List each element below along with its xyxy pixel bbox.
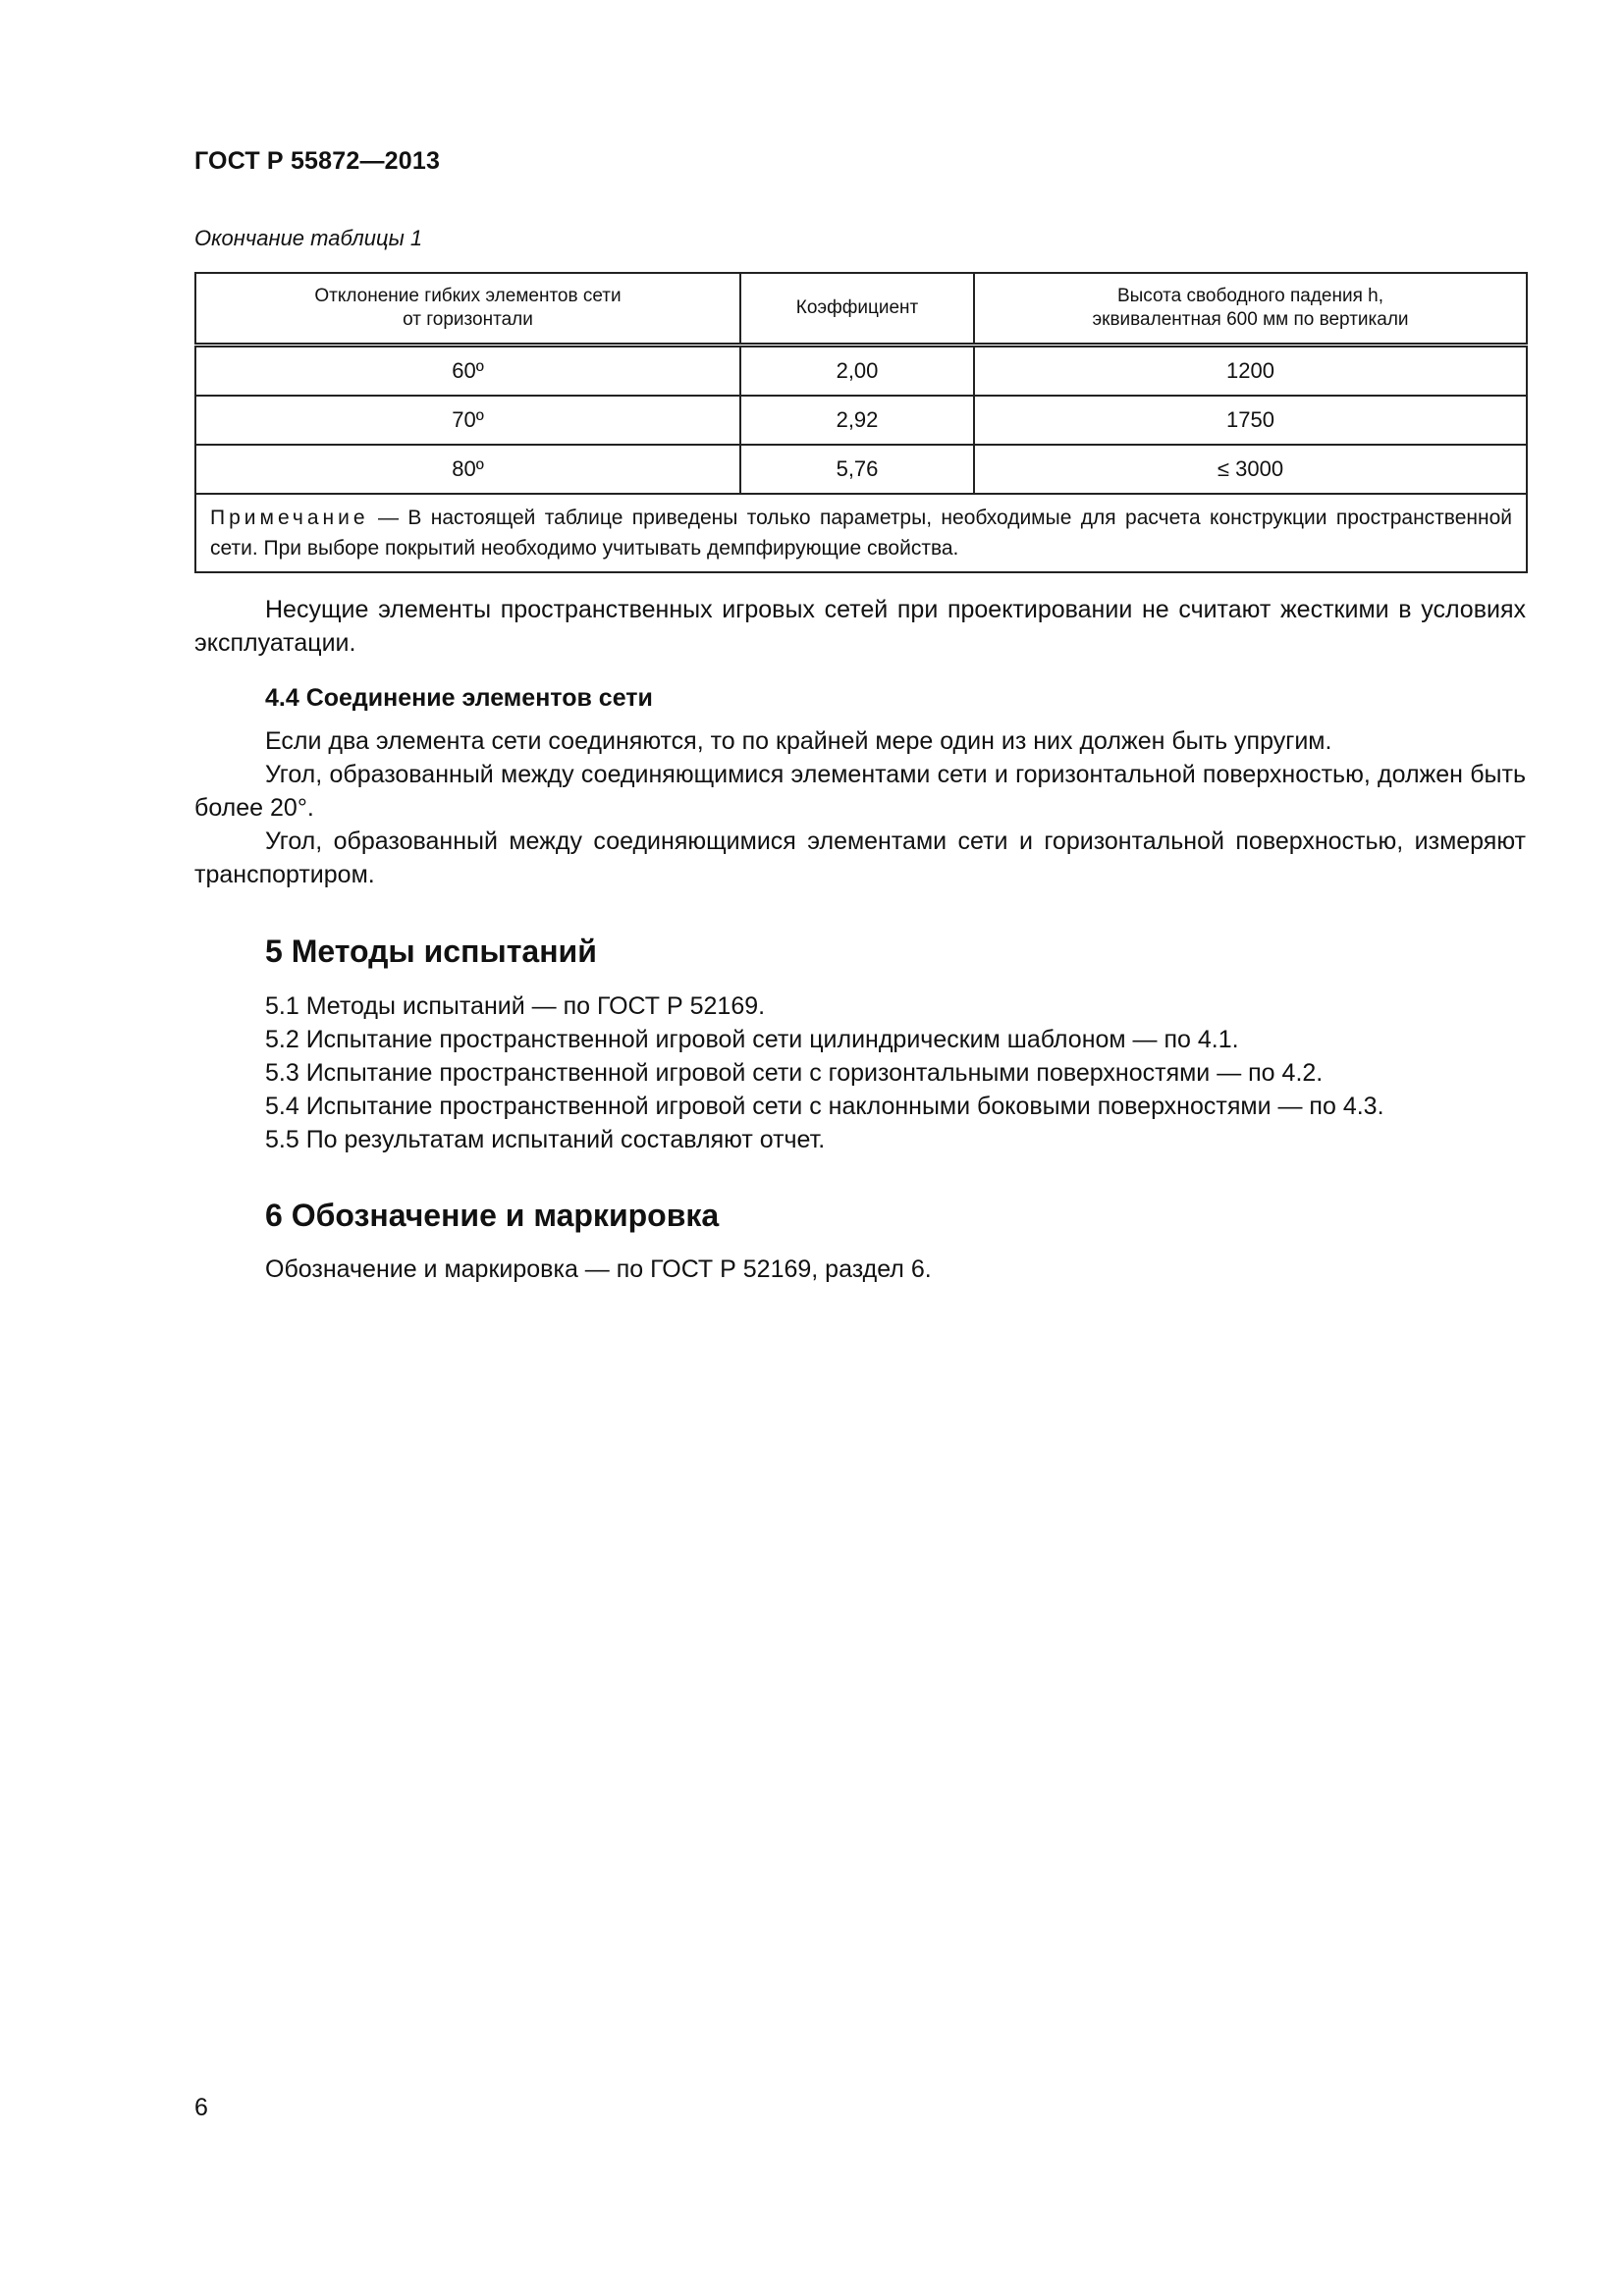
table-note (195, 494, 1527, 572)
table-row (195, 445, 1527, 494)
list-item: 5.5 По результатам испытаний составляют отчет. (265, 1126, 826, 1153)
cell-fall-height: ≤ 3000 (974, 445, 1527, 494)
cell-coefficient: 2,92 (740, 396, 974, 445)
column-header-deviation: Отклонение гибких элементов сети от горизонтали (195, 273, 740, 346)
paragraph: Угол, образованный между соединяющимися элементами сети и горизонтальной поверхностью, измеряют транспортиром. (194, 828, 1526, 888)
cell-deviation: 70º (195, 396, 740, 445)
table-caption: Окончание таблицы 1 (194, 226, 423, 250)
table-header-row (195, 273, 1527, 346)
cell-coefficient: 2,00 (740, 346, 974, 397)
section-heading-5: 5 Методы испытаний (265, 934, 597, 969)
list-item: 5.3 Испытание пространственной игровой сети с горизонтальными поверхностями — по 4.2. (265, 1059, 1324, 1087)
column-header-coefficient: Коэффициент (740, 273, 974, 346)
subsection-4-4-body (194, 724, 1526, 891)
paragraph-bearing-elements: Несущие элементы пространственных игровых сетей при проектировании не считают жесткими в условиях эксплуатации. (194, 596, 1526, 657)
section-5-list (265, 989, 1532, 1156)
paragraph: Если два элемента сети соединяются, то по крайней мере один из них должен быть упругим. (265, 727, 1332, 755)
note-label: Примечание (210, 507, 369, 529)
list-item: 5.2 Испытание пространственной игровой сети цилиндрическим шаблоном — по 4.1. (265, 1026, 1239, 1053)
cell-deviation: 60º (195, 346, 740, 397)
table-row (195, 396, 1527, 445)
cell-fall-height: 1750 (974, 396, 1527, 445)
parameters-table (194, 272, 1528, 573)
subsection-heading-4-4: 4.4 Соединение элементов сети (265, 684, 653, 712)
section-heading-6: 6 Обозначение и маркировка (265, 1198, 720, 1233)
page-header: ГОСТ Р 55872—2013 (194, 147, 441, 175)
column-header-fall-height: Высота свободного падения h, эквивалентная 600 мм по вертикали (974, 273, 1527, 346)
cell-coefficient: 5,76 (740, 445, 974, 494)
table-note-row (195, 494, 1527, 572)
table-row (195, 346, 1527, 397)
note-text: — В настоящей таблице приведены только параметры, необходимые для расчета конструкции пространственной сети. При выборе покрытий необходимо учитывать демпфирующие свойства. (210, 507, 1512, 560)
page-number: 6 (194, 2094, 208, 2121)
section-6-text: Обозначение и маркировка — по ГОСТ Р 52169, раздел 6. (265, 1255, 932, 1283)
list-item: 5.1 Методы испытаний — по ГОСТ Р 52169. (265, 992, 766, 1020)
cell-fall-height: 1200 (974, 346, 1527, 397)
list-item: 5.4 Испытание пространственной игровой сети с наклонными боковыми поверхностями — по 4.3. (265, 1093, 1384, 1120)
cell-deviation: 80º (195, 445, 740, 494)
paragraph: Угол, образованный между соединяющимися элементами сети и горизонтальной поверхностью, должен быть более 20°. (194, 761, 1526, 822)
